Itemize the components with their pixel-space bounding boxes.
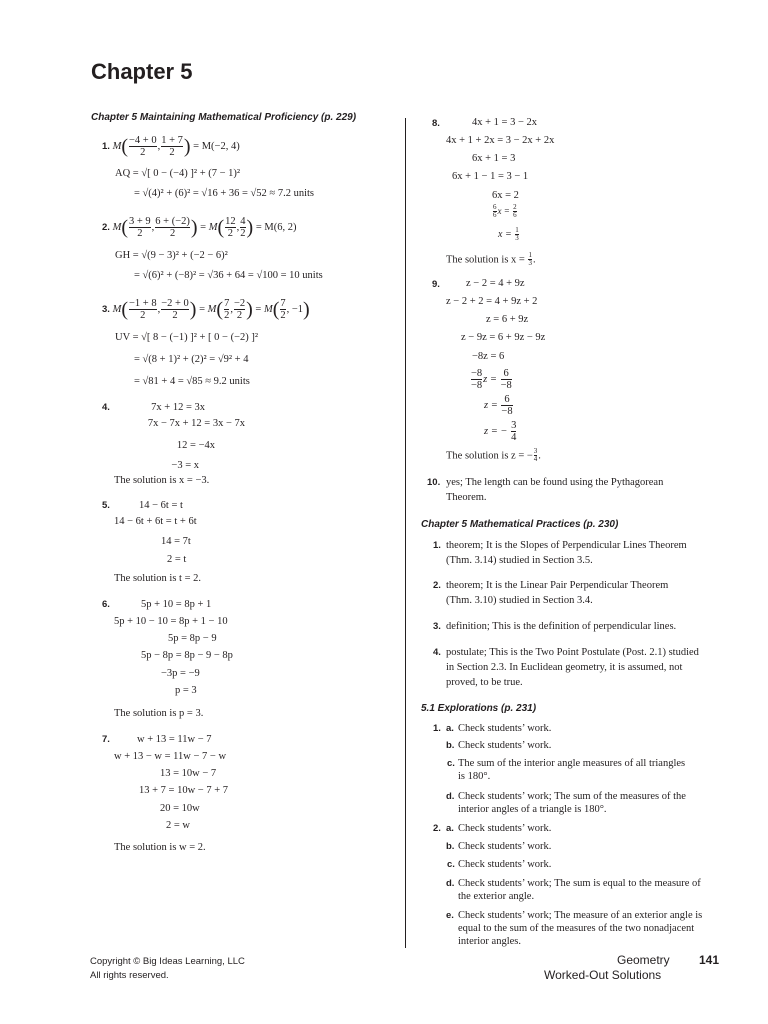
problem-number: 1. bbox=[433, 540, 441, 551]
part-label: a. bbox=[446, 823, 454, 834]
problem-5-solution: The solution is t = 2. bbox=[114, 573, 202, 584]
answer-line: Check students’ work; The measure of an exterior angle is bbox=[458, 910, 703, 921]
answer-line: theorem; It is the Linear Pair Perpendicular Theorem bbox=[446, 580, 669, 591]
equation-line: 5p + 10 = 8p + 1 bbox=[141, 599, 212, 610]
equation-line: 4x + 1 = 3 − 2x bbox=[472, 117, 538, 128]
answer-line: the exterior angle. bbox=[458, 891, 535, 903]
solution-period: . bbox=[532, 254, 536, 266]
equation-variable: z = bbox=[484, 399, 498, 411]
problem-3-midpoint: 3. M( $\frac{-1 + 8}{2}$ , $\frac{-2 + 0}{2}$ ) = M( $\frac{7}{2}$ , $\frac{-2}{2}$ ) = M( $\frac{7}{2}$ , −1) bbox=[102, 298, 310, 322]
fraction-numerator: 1 bbox=[528, 251, 532, 259]
problem-4-work bbox=[100, 401, 245, 473]
fraction-numerator: 12 bbox=[225, 216, 236, 227]
equation-line: 6x + 1 = 3 bbox=[472, 153, 516, 165]
fraction-denominator: 2 bbox=[240, 228, 246, 240]
problem-number: 10. bbox=[427, 477, 441, 488]
problem-number: 3. bbox=[102, 303, 110, 315]
problem-number: 7. bbox=[102, 734, 110, 745]
equation-line: 7x + 12 = 3x bbox=[151, 402, 205, 413]
fraction-numerator: 3 + 9 bbox=[128, 216, 151, 227]
equation-line: 5p − 8p = 8p − 9 − 8p bbox=[141, 650, 233, 662]
answer-line: Theorem. bbox=[446, 492, 487, 504]
equation-line: 2 = w bbox=[166, 819, 191, 831]
fraction-denominator: 2 bbox=[155, 227, 190, 239]
fraction-numerator: 2 bbox=[513, 203, 517, 211]
fraction-denominator: −8 bbox=[471, 380, 483, 392]
answer-line: Check students’ work; The sum of the measures of the bbox=[458, 791, 686, 802]
equation-line: 4x + 1 + 2x = 3 − 2x + 2x bbox=[446, 135, 555, 147]
part-label: c. bbox=[447, 758, 455, 769]
equation-line: −3p = −9 bbox=[161, 667, 200, 679]
fraction-numerator: 7 bbox=[224, 298, 230, 309]
problem-2-distance-line-1: GH = √(9 − 3)² + (−2 − 6)² bbox=[115, 250, 228, 261]
footer-rights: All rights reserved. bbox=[90, 970, 169, 981]
fraction-denominator: 2 bbox=[129, 227, 151, 239]
equation-variable: x = bbox=[498, 229, 512, 241]
equation-variable: x = bbox=[497, 205, 510, 216]
answer-line: equal to the sum of the measures of the two nonadjacent bbox=[458, 923, 695, 935]
fraction-denominator: 2 bbox=[129, 309, 157, 321]
problem-9-work bbox=[446, 277, 586, 363]
equation-variable: z = − bbox=[484, 425, 508, 437]
problem-9-solution bbox=[446, 448, 541, 464]
equation-line: 14 = 7t bbox=[161, 536, 191, 548]
fraction-denominator: 2 bbox=[280, 310, 286, 322]
solution-text: The solution is z = − bbox=[446, 450, 533, 462]
footer-subject: Geometry bbox=[617, 953, 670, 967]
part-label: b. bbox=[446, 740, 455, 751]
answer-line: interior angles of a triangle is 180°. bbox=[458, 804, 607, 816]
part-label: e. bbox=[446, 910, 454, 921]
equation-line: 5p = 8p − 9 bbox=[168, 633, 217, 645]
exploration-1c bbox=[458, 757, 748, 783]
fraction-denominator: 2 bbox=[224, 310, 230, 322]
solution-text: The solution is x = bbox=[446, 254, 525, 266]
equation-line: 14 − 6t + 6t = t + 6t bbox=[114, 516, 197, 528]
part-label: a. bbox=[446, 723, 454, 734]
part-label: b. bbox=[446, 841, 455, 852]
fraction-denominator: 4 bbox=[511, 432, 517, 444]
problem-number: 4. bbox=[102, 402, 110, 413]
fraction-denominator: −8 bbox=[500, 380, 512, 392]
practice-4-answer bbox=[446, 646, 746, 689]
fraction-denominator: 6 bbox=[493, 211, 497, 220]
column-divider bbox=[405, 118, 406, 948]
fraction-denominator: 3 bbox=[515, 234, 519, 243]
fraction-numerator: −4 + 0 bbox=[128, 135, 157, 146]
practice-1-answer bbox=[446, 539, 746, 567]
problem-4-solution: The solution is x = −3. bbox=[114, 475, 210, 486]
fraction-numerator: 3 bbox=[511, 420, 517, 431]
fraction-denominator: 4 bbox=[533, 455, 538, 464]
fraction-numerator: 1 + 7 bbox=[161, 135, 183, 146]
fraction-numerator: 1 bbox=[515, 226, 519, 234]
fraction-denominator: 6 bbox=[513, 211, 517, 220]
fraction-numerator: 6 bbox=[503, 368, 509, 379]
fraction-numerator: 6 bbox=[504, 394, 510, 405]
midpoint-result: = M(6, 2) bbox=[255, 221, 297, 233]
problem-10-answer bbox=[446, 476, 746, 504]
problem-3-distance-line-1: UV = √[ 8 − (−1) ]² + [ 0 − (−2) ]² bbox=[115, 332, 259, 343]
section-heading-practices: Chapter 5 Mathematical Practices (p. 230) bbox=[421, 519, 619, 530]
fraction-numerator: 7 bbox=[280, 298, 286, 309]
fraction-numerator: −1 + 8 bbox=[128, 298, 157, 309]
coordinate-value: −1 bbox=[291, 303, 304, 315]
footer-subtitle: Worked-Out Solutions bbox=[544, 968, 662, 982]
equation-line: 6x = 2 bbox=[492, 189, 519, 201]
answer-line: The sum of the interior angle measures of all triangles bbox=[458, 758, 686, 769]
problem-6-work bbox=[114, 598, 284, 697]
answer-line: postulate; This is the Two Point Postulate (Post. 2.1) studied bbox=[446, 647, 699, 658]
footer-copyright: Copyright © Big Ideas Learning, LLC bbox=[90, 956, 245, 967]
problem-9-result-2 bbox=[484, 420, 517, 443]
equation-variable: z = bbox=[483, 373, 497, 385]
equation-line: 7x − 7x + 12 = 3x − 7x bbox=[147, 418, 245, 430]
midpoint-label: M bbox=[263, 303, 273, 315]
answer-line: (Thm. 3.10) studied in Section 3.4. bbox=[446, 595, 593, 607]
answer-line: Check students’ work; The sum is equal to the measure of bbox=[458, 878, 701, 889]
problem-9-divide-step bbox=[470, 368, 513, 391]
problem-2-midpoint: 2. M( $\frac{3 + 9}{2}$ , $\frac{6 + (-2)}{2}$ ) = M( $\frac{12}{2}$ , $\frac{4}{2}$ ) = M(6, 2) bbox=[102, 216, 297, 240]
problem-8-fraction-step bbox=[492, 204, 518, 220]
problem-2-distance-line-2: = √(6)² + (−8)² = √36 + 64 = √100 = 10 units bbox=[134, 270, 323, 281]
problem-number: 2. bbox=[102, 221, 110, 233]
problem-8-result bbox=[498, 227, 520, 243]
problem-number: 1. bbox=[433, 723, 441, 734]
fraction-numerator: 3 bbox=[533, 447, 538, 455]
part-label: d. bbox=[446, 878, 455, 889]
problem-number: 2. bbox=[433, 580, 441, 591]
problem-number: 8. bbox=[432, 118, 440, 129]
exploration-2b: Check students’ work. bbox=[458, 841, 552, 852]
problem-number: 4. bbox=[433, 647, 441, 658]
answer-line: yes; The length can be found using the Pythagorean bbox=[446, 477, 664, 488]
fraction-numerator: −8 bbox=[471, 368, 483, 379]
fraction-denominator: 2 bbox=[129, 146, 157, 158]
fraction-denominator: 3 bbox=[528, 259, 532, 268]
exploration-2c: Check students’ work. bbox=[458, 859, 552, 870]
answer-line: in Section 2.3. In Euclidean geometry, it is assumed, not bbox=[446, 662, 683, 674]
problem-3-distance-line-2: = √(8 + 1)² + (2)² = √9² + 4 bbox=[134, 354, 249, 365]
problem-number: 3. bbox=[433, 621, 441, 632]
practice-3-answer: definition; This is the definition of perpendicular lines. bbox=[446, 621, 677, 632]
problem-number: 9. bbox=[432, 279, 440, 290]
problem-5-work bbox=[114, 499, 254, 567]
fraction-numerator: −2 + 0 bbox=[161, 298, 189, 309]
equation-line: w + 13 = 11w − 7 bbox=[137, 734, 212, 745]
answer-line: theorem; It is the Slopes of Perpendicular Lines Theorem bbox=[446, 540, 687, 551]
problem-6-solution: The solution is p = 3. bbox=[114, 708, 204, 719]
equation-line: 13 + 7 = 10w − 7 + 7 bbox=[139, 785, 229, 797]
midpoint-label: M bbox=[112, 140, 122, 152]
equation-line: 6x + 1 − 1 = 3 − 1 bbox=[452, 171, 529, 183]
fraction-numerator: 6 bbox=[493, 203, 497, 211]
exploration-1a: Check students’ work. bbox=[458, 723, 552, 734]
midpoint-label: M bbox=[208, 221, 218, 233]
chapter-title: Chapter 5 bbox=[91, 59, 193, 84]
equation-line: w + 13 − w = 11w − 7 − w bbox=[114, 751, 227, 763]
answer-line: is 180°. bbox=[458, 771, 491, 783]
problem-8-solution bbox=[446, 252, 536, 268]
answer-line: interior angles. bbox=[458, 936, 521, 948]
section-heading-proficiency: Chapter 5 Maintaining Mathematical Proficiency (p. 229) bbox=[91, 112, 357, 123]
problem-number: 6. bbox=[102, 599, 110, 610]
midpoint-label: M bbox=[112, 303, 122, 315]
part-label: c. bbox=[447, 859, 455, 870]
equation-line: −8z = 6 bbox=[472, 350, 505, 362]
midpoint-result: = M(−2, 4) bbox=[193, 140, 240, 152]
problem-1-midpoint: 1. M( $\frac{-4 + 0}{2}$ , $\frac{1 + 7}{2}$ ) = M(−2, 4) bbox=[102, 135, 240, 159]
part-label: d. bbox=[446, 791, 455, 802]
answer-line: proved, to be true. bbox=[446, 677, 523, 689]
problem-7-solution: The solution is w = 2. bbox=[114, 842, 206, 853]
practice-2-answer bbox=[446, 579, 746, 607]
equation-line: 20 = 10w bbox=[160, 802, 200, 814]
solution-period: . bbox=[538, 450, 541, 462]
problem-number: 2. bbox=[433, 823, 441, 834]
problem-1-distance-line-1: AQ = √[ 0 − (−4) ]² + (7 − 1)² bbox=[115, 168, 241, 179]
problem-1-distance-line-2: = √(4)² + (6)² = √16 + 36 = √52 ≈ 7.2 units bbox=[134, 188, 314, 199]
exploration-1d bbox=[458, 790, 748, 816]
fraction-numerator: 4 bbox=[240, 216, 246, 227]
fraction-numerator: 6 + (−2) bbox=[155, 216, 190, 227]
page-number: 141 bbox=[699, 953, 720, 967]
problem-number: 5. bbox=[102, 500, 110, 511]
problem-number: 1. bbox=[102, 140, 110, 152]
problem-3-distance-line-3: = √81 + 4 = √85 ≈ 9.2 units bbox=[134, 376, 250, 387]
equation-line: 14 − 6t = t bbox=[139, 500, 183, 511]
equation-line: z − 2 = 4 + 9z bbox=[466, 278, 525, 289]
equation-line: p = 3 bbox=[175, 684, 197, 696]
fraction-numerator: −2 bbox=[233, 298, 246, 309]
exploration-2e bbox=[458, 909, 748, 948]
equation-line: z = 6 + 9z bbox=[486, 314, 529, 326]
fraction-denominator: 2 bbox=[161, 146, 183, 158]
problem-7-work bbox=[114, 733, 284, 832]
problem-8-work bbox=[446, 116, 586, 202]
exploration-1b: Check students’ work. bbox=[458, 740, 552, 751]
midpoint-label: M bbox=[112, 221, 122, 233]
equation-line: z − 9z = 6 + 9z − 9z bbox=[461, 332, 546, 344]
fraction-denominator: 2 bbox=[161, 309, 189, 321]
equation-line: 5p + 10 − 10 = 8p + 1 − 10 bbox=[114, 616, 228, 628]
problem-9-result-1 bbox=[484, 394, 514, 417]
fraction-denominator: 2 bbox=[234, 309, 245, 321]
section-heading-explorations: 5.1 Explorations (p. 231) bbox=[421, 703, 537, 714]
equation-line: 13 = 10w − 7 bbox=[160, 768, 217, 780]
exploration-2d bbox=[458, 877, 748, 903]
equation-line: 2 = t bbox=[167, 554, 187, 566]
equation-line: −3 = x bbox=[171, 460, 199, 472]
midpoint-label: M bbox=[207, 303, 217, 315]
fraction-denominator: −8 bbox=[501, 406, 513, 418]
answer-line: (Thm. 3.14) studied in Section 3.5. bbox=[446, 555, 593, 567]
equation-line: 12 = −4x bbox=[176, 440, 215, 452]
equation-line: z − 2 + 2 = 4 + 9z + 2 bbox=[446, 296, 538, 308]
exploration-2a: Check students’ work. bbox=[458, 823, 552, 834]
fraction-denominator: 2 bbox=[225, 227, 236, 239]
